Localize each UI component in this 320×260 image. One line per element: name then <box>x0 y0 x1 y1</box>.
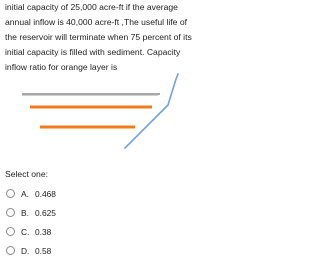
question-line: inflow ratio for orange layer is <box>5 62 118 72</box>
radio-button-icon[interactable] <box>6 246 15 255</box>
select-one-label: Select one: <box>5 169 48 179</box>
option-b[interactable] <box>5 203 155 222</box>
question-line: initial capacity is filled with sediment. Capacity <box>5 47 181 57</box>
radio-button-icon[interactable] <box>6 227 15 236</box>
answer-options <box>5 184 155 260</box>
option-letter: A. <box>21 188 29 199</box>
option-letter: B. <box>21 207 29 218</box>
option-letter: C. <box>21 226 30 237</box>
option-value: 0.625 <box>35 207 56 218</box>
option-value: 0.468 <box>35 188 56 199</box>
option-c[interactable] <box>5 222 155 241</box>
option-value: 0.38 <box>35 226 52 237</box>
question-line: annual inflow is 40,000 acre-ft ,The useful life of <box>5 17 188 27</box>
radio-button-icon[interactable] <box>6 208 15 217</box>
blue-bank-line <box>125 74 178 148</box>
option-d[interactable] <box>5 241 155 260</box>
reservoir-sediment-figure <box>0 62 200 154</box>
radio-button-icon[interactable] <box>6 189 15 198</box>
question-line: the reservoir will terminate when 75 percent of its <box>5 32 192 42</box>
question-line: initial capacity of 25,000 acre-ft if the average <box>5 2 178 12</box>
option-a[interactable] <box>5 184 155 203</box>
option-value: 0.58 <box>35 245 52 256</box>
option-letter: D. <box>21 245 30 256</box>
